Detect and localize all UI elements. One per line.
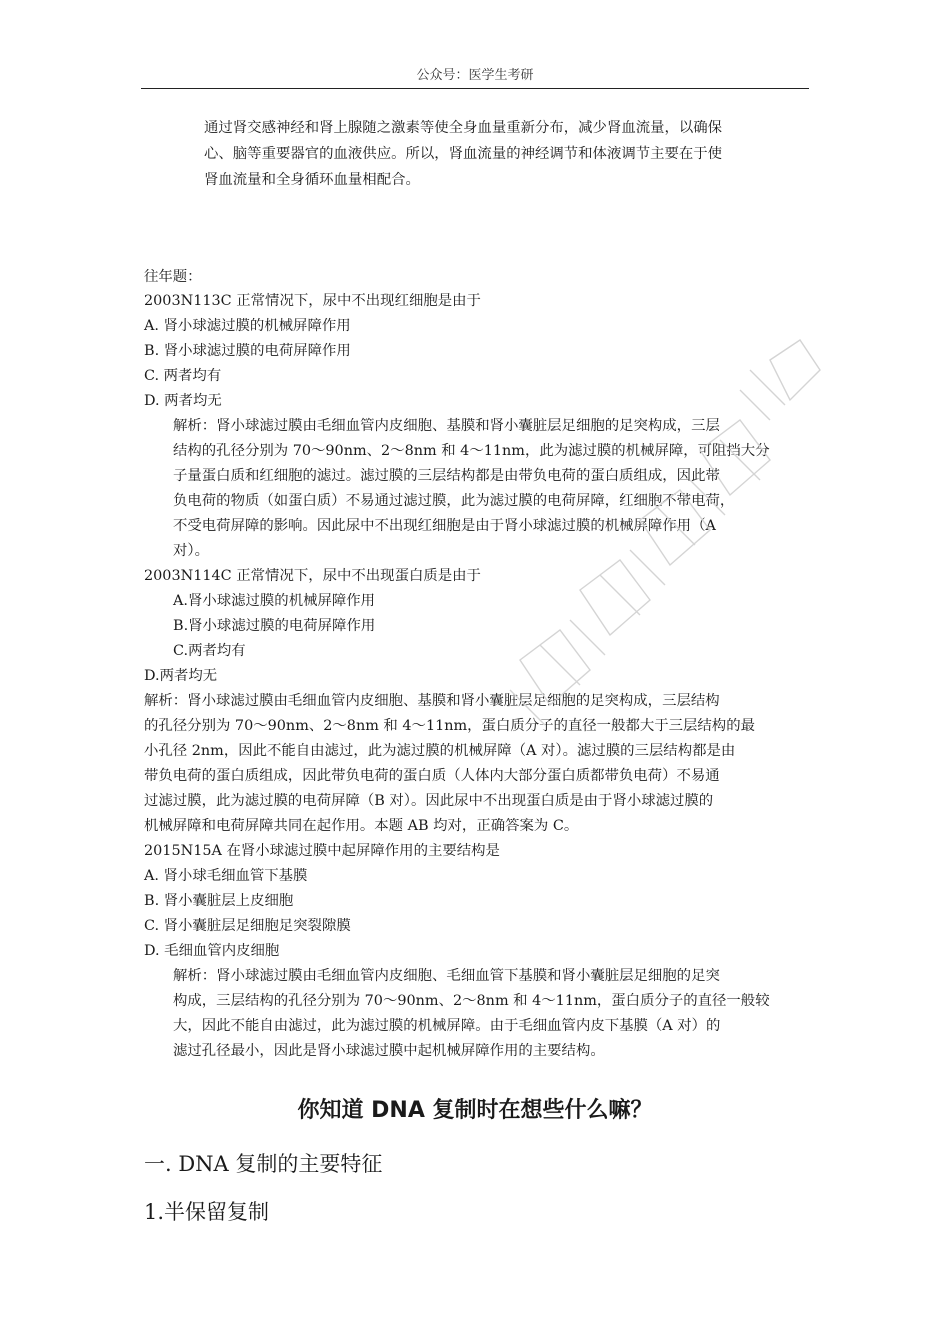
option-d: D. 毛细血管内皮细胞 [144, 943, 280, 959]
analysis-line: 机械屏障和电荷屏障共同在起作用。本题 AB 均对，正确答案为 C。 [144, 818, 579, 834]
intro-line: 肾血流量和全身循环血量相配合。 [204, 172, 420, 188]
analysis-line: 解析：肾小球滤过膜由毛细血管内皮细胞、基膜和肾小囊脏层足细胞的足突构成，三层结构 [144, 693, 720, 709]
option-a: A. 肾小球毛细血管下基膜 [144, 868, 308, 884]
heading-level-2: 1.半保留复制 [144, 1200, 270, 1224]
analysis-line: 负电荷的物质（如蛋白质）不易通过滤过膜，此为滤过膜的电荷屏障，红细胞不带电荷， [173, 493, 735, 509]
analysis-line: 滤过孔径最小，因此是肾小球滤过膜中起机械屏障作用的主要结构。 [173, 1043, 605, 1059]
heading-level-1: 一. DNA 复制的主要特征 [144, 1152, 383, 1176]
analysis-line: 结构的孔径分别为 70～90nm、2～8nm 和 4～11nm，此为滤过膜的机械屏障，可阻挡大分 [173, 443, 770, 459]
header-divider [141, 88, 809, 89]
option-d: D.两者均无 [144, 668, 218, 684]
option-d: D. 两者均无 [144, 393, 222, 409]
analysis-line: 过滤过膜，此为滤过膜的电荷屏障（B 对）。因此尿中不出现蛋白质是由于肾小球滤过膜的 [144, 793, 714, 809]
option-a: A.肾小球滤过膜的机械屏障作用 [173, 593, 376, 609]
question-stem: 2003N113C 正常情况下，尿中不出现红细胞是由于 [144, 293, 481, 309]
question-stem: 2003N114C 正常情况下，尿中不出现蛋白质是由于 [144, 568, 481, 584]
analysis-line: 带负电荷的蛋白质组成，因此带负电荷的蛋白质（人体内大部分蛋白质都带负电荷）不易通 [144, 768, 720, 784]
question-stem: 2015N15A 在肾小球滤过膜中起屏障作用的主要结构是 [144, 843, 500, 859]
past-questions-label: 往年题： [144, 269, 202, 285]
option-b: B. 肾小球滤过膜的电荷屏障作用 [144, 343, 351, 359]
analysis-line: 子量蛋白质和红细胞的滤过。滤过膜的三层结构都是由带负电荷的蛋白质组成，因此带 [173, 468, 720, 484]
option-c: C. 肾小囊脏层足细胞足突裂隙膜 [144, 918, 351, 934]
section-title: 你知道 DNA 复制时在想些什么嘛？ [297, 1098, 653, 1123]
analysis-line: 对）。 [173, 543, 209, 559]
analysis-line: 的孔径分别为 70～90nm、2～8nm 和 4～11nm，蛋白质分子的直径一般都大于三层结构的最 [144, 718, 755, 734]
analysis-line: 大，因此不能自由滤过，此为滤过膜的机械屏障。由于毛细血管内皮下基膜（A 对）的 [173, 1018, 721, 1034]
option-b: B. 肾小囊脏层上皮细胞 [144, 893, 294, 909]
analysis-line: 小孔径 2nm，因此不能自由滤过，此为滤过膜的机械屏障（A 对）。滤过膜的三层结构都是由 [144, 743, 736, 759]
analysis-line: 解析：肾小球滤过膜由毛细血管内皮细胞、基膜和肾小囊脏层足细胞的足突构成，三层 [173, 418, 720, 434]
page-header: 公众号：医学生考研 [416, 68, 534, 83]
watermark-graphic [440, 330, 860, 750]
intro-line: 通过肾交感神经和肾上腺随之激素等使全身血量重新分布，减少肾血流量，以确保 [204, 120, 723, 136]
analysis-line: 解析：肾小球滤过膜由毛细血管内皮细胞、毛细血管下基膜和肾小囊脏层足细胞的足突 [173, 968, 720, 984]
option-c: C. 两者均有 [144, 368, 222, 384]
option-a: A. 肾小球滤过膜的机械屏障作用 [144, 318, 351, 334]
analysis-line: 不受电荷屏障的影响。因此尿中不出现红细胞是由于肾小球滤过膜的机械屏障作用（A [173, 518, 716, 534]
intro-line: 心、脑等重要器官的血液供应。所以，肾血流量的神经调节和体液调节主要在于使 [204, 146, 723, 162]
option-c: C.两者均有 [173, 643, 246, 659]
option-b: B.肾小球滤过膜的电荷屏障作用 [173, 618, 376, 634]
analysis-line: 构成，三层结构的孔径分别为 70～90nm、2～8nm 和 4～11nm，蛋白质分子的直径一般较 [173, 993, 770, 1009]
